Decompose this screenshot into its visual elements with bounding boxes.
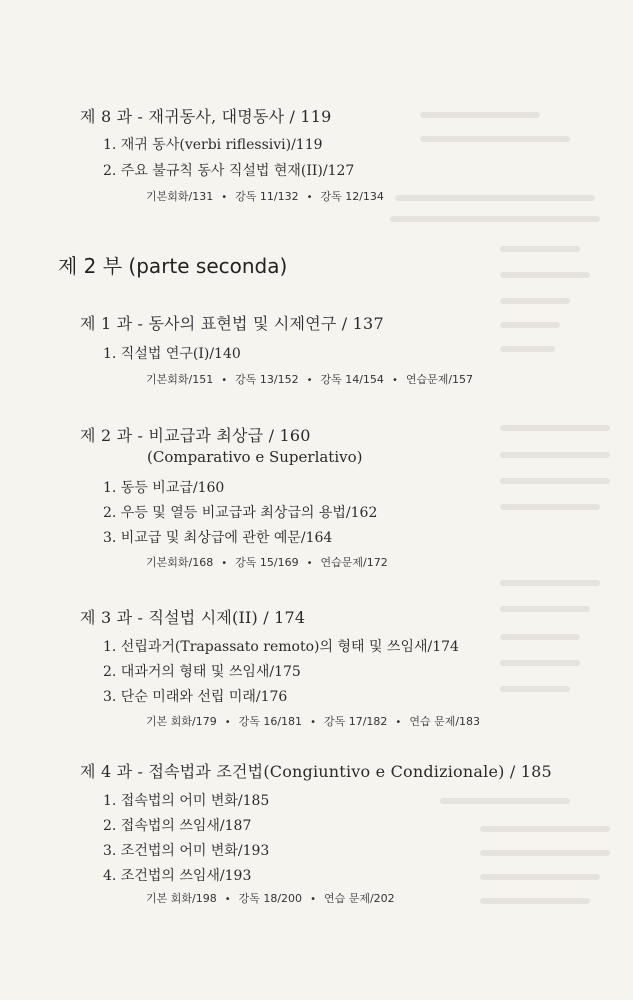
chapter-title: 제 2 과 - 비교급과 최상급 / 160 bbox=[80, 426, 311, 445]
exercise-line bbox=[146, 890, 395, 906]
bleed-through bbox=[500, 660, 580, 666]
chapter-title: 제 3 과 - 직설법 시제(II) / 174 bbox=[80, 608, 306, 627]
exercise-line bbox=[146, 713, 480, 729]
exercise-entry: 연습문제/157 bbox=[405, 373, 474, 386]
bullet-separator: • bbox=[224, 894, 231, 905]
bleed-through bbox=[500, 298, 570, 304]
bleed-through bbox=[500, 452, 610, 458]
bleed-through bbox=[440, 798, 570, 804]
section-item: 1. 동등 비교급/160 bbox=[103, 480, 225, 496]
section-item: 1. 직설법 연구(I)/140 bbox=[103, 346, 241, 362]
bleed-through bbox=[420, 112, 540, 118]
bleed-through bbox=[480, 826, 610, 832]
bleed-through bbox=[480, 850, 610, 856]
section-item: 1. 선립과거(Trapassato remoto)의 형태 및 쓰임새/174 bbox=[103, 639, 459, 655]
exercise-entry: 강독 17/182 bbox=[323, 715, 388, 728]
exercise-entry: 연습 문제/183 bbox=[409, 715, 481, 728]
bleed-through bbox=[500, 272, 590, 278]
chapter-title: 제 8 과 - 재귀동사, 대명동사 / 119 bbox=[80, 107, 332, 126]
exercise-entry: 강독 15/169 bbox=[235, 556, 299, 569]
bleed-through bbox=[480, 874, 600, 880]
bullet-separator: • bbox=[310, 717, 316, 728]
exercise-entry: 연습 문제/202 bbox=[323, 892, 395, 905]
exercise-entry: 강독 16/181 bbox=[238, 715, 303, 728]
chapter-title: 제 1 과 - 동사의 표현법 및 시제연구 / 137 bbox=[80, 314, 384, 333]
exercise-entry: 강독 12/134 bbox=[320, 190, 384, 203]
section-item: 3. 비교급 및 최상급에 관한 예문/164 bbox=[103, 530, 333, 546]
bleed-through bbox=[500, 322, 560, 328]
exercise-line bbox=[146, 554, 388, 570]
bullet-separator: • bbox=[306, 558, 313, 569]
exercise-entry: 강독 14/154 bbox=[320, 373, 384, 386]
bleed-through bbox=[500, 425, 610, 431]
bullet-separator: • bbox=[221, 558, 228, 569]
exercise-entry: 강독 18/200 bbox=[238, 892, 303, 905]
exercise-entry: 기본회화/168 bbox=[146, 556, 214, 569]
bullet-separator: • bbox=[221, 375, 228, 386]
bullet-separator: • bbox=[391, 375, 398, 386]
section-item: 2. 접속법의 쓰임새/187 bbox=[103, 818, 252, 834]
section-item: 2. 주요 불규칙 동사 직설법 현재(II)/127 bbox=[103, 163, 355, 179]
bleed-through bbox=[395, 195, 595, 201]
bullet-separator: • bbox=[310, 894, 316, 905]
section-item: 1. 재귀 동사(verbi riflessivi)/119 bbox=[103, 137, 323, 153]
chapter-subtitle: (Comparativo e Superlativo) bbox=[147, 448, 363, 466]
exercise-entry: 강독 11/132 bbox=[235, 190, 299, 203]
bleed-through bbox=[500, 246, 580, 252]
exercise-entry: 연습문제/172 bbox=[320, 556, 388, 569]
bleed-through bbox=[500, 686, 570, 692]
section-item: 4. 조건법의 쓰임새/193 bbox=[103, 868, 252, 884]
bullet-separator: • bbox=[224, 717, 231, 728]
exercise-entry: 강독 13/152 bbox=[235, 373, 299, 386]
bleed-through bbox=[500, 580, 600, 586]
exercise-entry: 기본회화/131 bbox=[146, 190, 214, 203]
section-item: 3. 조건법의 어미 변화/193 bbox=[103, 843, 270, 859]
bleed-through bbox=[500, 478, 610, 484]
bullet-separator: • bbox=[395, 717, 402, 728]
section-item: 3. 단순 미래와 선립 미래/176 bbox=[103, 689, 288, 705]
exercise-entry: 기본 회화/179 bbox=[146, 715, 217, 728]
bullet-separator: • bbox=[306, 192, 313, 203]
section-item: 1. 접속법의 어미 변화/185 bbox=[103, 793, 270, 809]
bleed-through bbox=[390, 216, 600, 222]
exercise-entry: 기본회화/151 bbox=[146, 373, 214, 386]
bleed-through bbox=[500, 346, 555, 352]
chapter-title: 제 4 과 - 접속법과 조건법(Congiuntivo e Condizionale) / 185 bbox=[80, 762, 552, 781]
bullet-separator: • bbox=[306, 375, 313, 386]
section-item: 2. 우등 및 열등 비교급과 최상급의 용법/162 bbox=[103, 505, 378, 521]
bleed-through bbox=[500, 504, 600, 510]
exercise-entry: 기본 회화/198 bbox=[146, 892, 217, 905]
exercise-line bbox=[146, 371, 473, 387]
part-heading: 제 2 부 (parte seconda) bbox=[58, 254, 288, 278]
bleed-through bbox=[480, 898, 590, 904]
bleed-through bbox=[500, 634, 580, 640]
bleed-through bbox=[420, 136, 570, 142]
section-item: 2. 대과거의 형태 및 쓰임새/175 bbox=[103, 664, 301, 680]
bullet-separator: • bbox=[221, 192, 228, 203]
exercise-line bbox=[146, 188, 384, 204]
bleed-through bbox=[500, 606, 590, 612]
